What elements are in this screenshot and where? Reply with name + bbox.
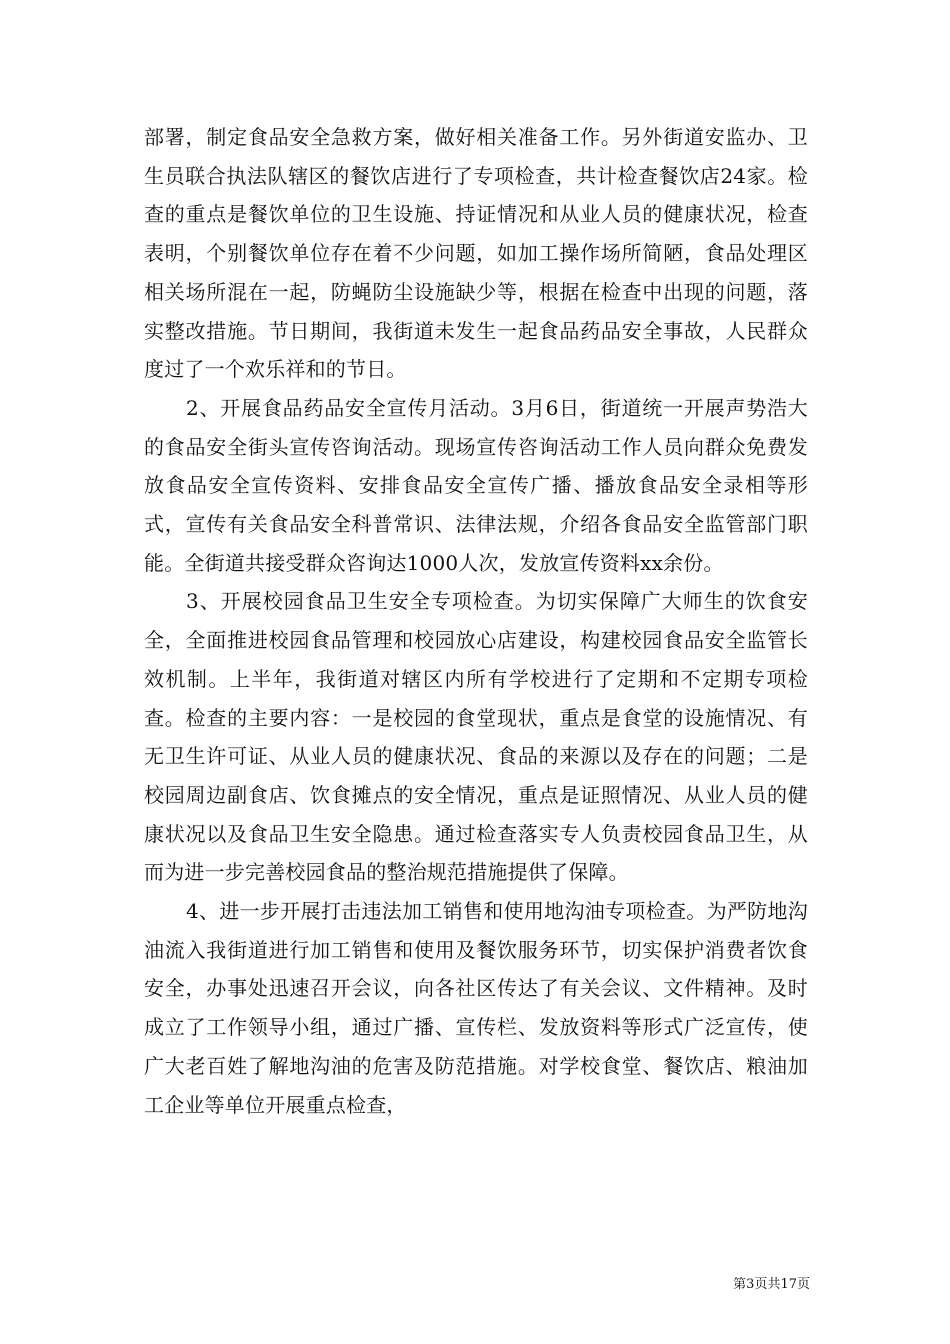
page-number-footer: 第3页共17页 [733, 1277, 810, 1292]
paragraph-3: 3、开展校园食品卫生安全专项检查。为切实保障广大师生的饮食安全，全面推进校园食品管理和校园放心店建设，构建校园食品安全监管长效机制。上半年，我街道对辖区内所有学校进行了定期和不定期专项检查。检查的主要内容：一是校园的食堂现状，重点是食堂的设施情况、有无卫生许可证、从业人员的健康状况、食品的来源以及存在的问题；二是校园周边副食店、饮食摊点的安全情况，重点是证照情况、从业人员的健康状况以及食品卫生安全隐患。通过检查落实专人负责校园食品卫生，从而为进一步完善校园食品的整治规范措施提供了保障。 [144, 589, 808, 885]
paragraph-1: 部署，制定食品安全急救方案，做好相关准备工作。另外街道安监办、卫生员联合执法队辖区的餐饮店进行了专项检查，共计检查餐饮店24家。检查的重点是餐饮单位的卫生设施、持证情况和从业人员的健康状况，检查表明，个别餐饮单位存在着不少问题，如加工操作场所简陋，食品处理区相关场所混在一起，防蝇防尘设施缺少等，根据在检查中出现的问题，落实整改措施。节日期间，我街道未发生一起食品药品安全事故，人民群众度过了一个欢乐祥和的节日。 [144, 125, 808, 382]
paragraph-4: 4、进一步开展打击违法加工销售和使用地沟油专项检查。为严防地沟油流入我街道进行加工销售和使用及餐饮服务环节，切实保护消费者饮食安全，办事处迅速召开会议，向各社区传达了有关会议、文件精神。及时成立了工作领导小组，通过广播、宣传栏、发放资料等形式广泛宣传，使广大老百姓了解地沟油的危害及防范措施。对学校食堂、餐饮店、粮油加工企业等单位开展重点检查， [144, 899, 808, 1117]
body-text [144, 118, 808, 1124]
paragraph-2: 2、开展食品药品安全宣传月活动。3月6日，街道统一开展声势浩大的食品安全街头宣传咨询活动。现场宣传咨询活动工作人员向群众免费发放食品安全宣传资料、安排食品安全宣传广播、播放食品安全录相等形式，宣传有关食品安全科普常识、法律法规，介绍各食品安全监管部门职能。全街道共接受群众咨询达1000人次，发放宣传资料xx余份。 [144, 395, 808, 575]
